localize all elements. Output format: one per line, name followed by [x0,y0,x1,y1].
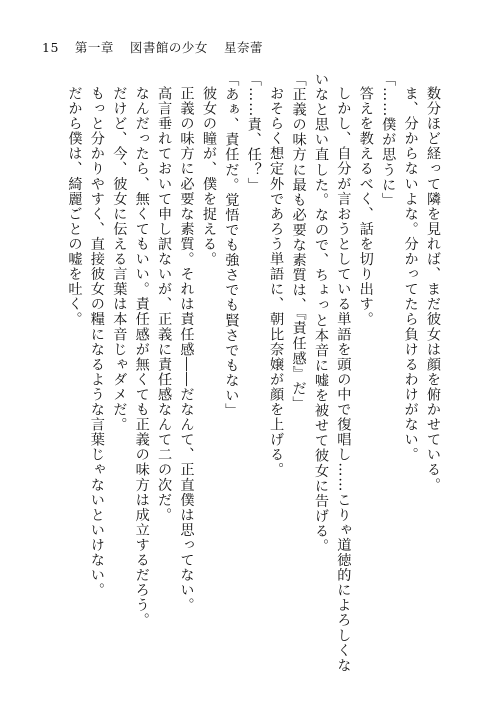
chapter-label: 第一章 [74,40,114,55]
dialogue-line: 「……僕が思うに」 [380,72,397,208]
text-line: 高言垂れておいて申し訳ないが、正義に責任感なんて二の次だ。 [156,86,173,523]
text-line: おそらく想定外であろう単語に、朝比奈嬢が顔を上げる。 [268,86,285,478]
text-line: いなと思い直した。なので、ちょっと本音に嘘を被せて彼女に告げる。 [312,72,329,554]
running-header [42,42,263,55]
dialogue-line: 「あぁ、責任だ。覚悟でも強さでも賢さでもない」 [223,72,240,419]
text-line: 数分ほど経って隣を見れば、まだ彼女は顔を俯かせている。 [425,86,441,493]
text-line: なんだったら、無くてもいい。責任感が無くても正義の味方は成立するだろう。 [133,86,150,628]
page-number: 15 [42,40,59,55]
chapter-title: 図書館の少女 [129,40,208,55]
text-line: 彼女の瞳が、僕を捉える。 [200,86,217,267]
vertical-body-text [63,72,444,672]
text-line: だから僕は、綺麗ごとの嘘を吐く。 [66,86,83,327]
character-name: 星奈蕾 [223,40,263,55]
text-line: ま、分からないよな。分かってたら負けるわけがない。 [402,86,419,463]
text-line: 正義の味方に必要な素質。それは責任感――だなんて、正直僕は思ってない。 [178,86,195,613]
dialogue-line: 「……責、任？」 [245,72,262,193]
text-line: 答えを教えるべく、話を切り出す。 [357,86,374,327]
text-line: しかし、自分が言おうとしている単語を頭の中で復唱し……こりゃ道徳的によろしくな [335,86,352,674]
text-line: だけど、今、彼女に伝える言葉は本音じゃダメだ。 [111,86,128,433]
dialogue-line: 「正義の味方に最も必要な素質は、『責任感』だ」 [290,72,307,412]
text-line: もっと分かりやすく、直接彼女の糧になるような言葉じゃないといけない。 [88,86,105,598]
